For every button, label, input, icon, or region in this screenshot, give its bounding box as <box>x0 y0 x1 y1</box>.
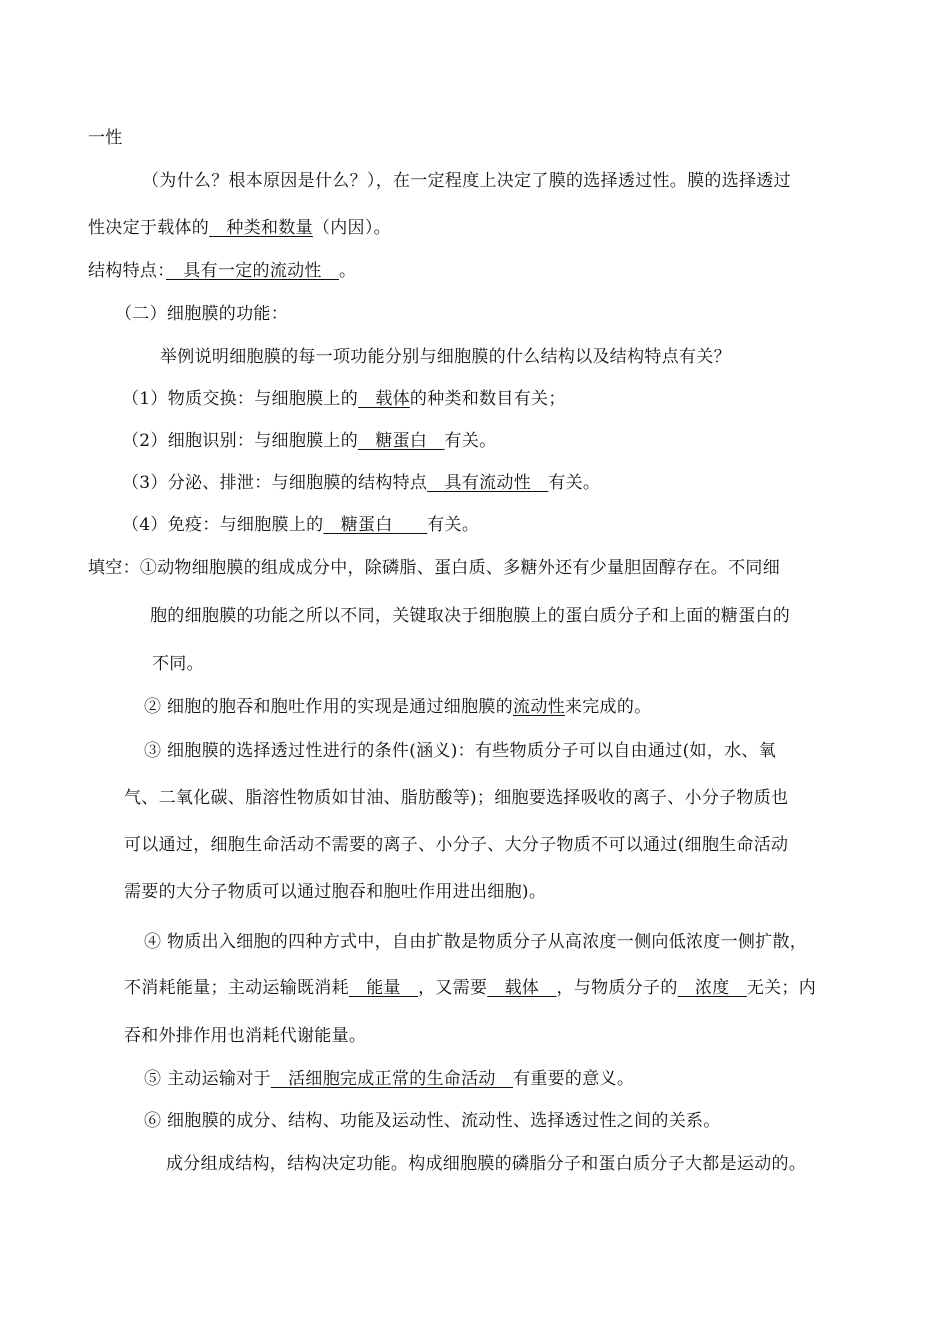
text-line: ③ 细胞膜的选择透过性进行的条件(涵义)：有些物质分子可以自由通过(如，水、氧 <box>144 741 776 761</box>
text-line: （为什么？根本原因是什么？），在一定程度上决定了膜的选择透过性。膜的选择透过 <box>142 171 791 191</box>
text-line: （2）细胞识别：与细胞膜上的 糖蛋白 有关。 <box>122 431 497 451</box>
text-line: ② 细胞的胞吞和胞吐作用的实现是通过细胞膜的流动性来完成的。 <box>144 697 652 717</box>
text-line: （1）物质交换：与细胞膜上的 载体的种类和数目有关； <box>122 389 566 409</box>
answer-blank: 载体 <box>358 389 410 409</box>
answer-blank: 活细胞完成正常的生命活动 <box>270 1069 514 1089</box>
answer-blank: 种类和数量 <box>209 218 313 238</box>
answer-blank: 具有流动性 <box>427 473 549 493</box>
text-line: ④ 物质出入细胞的四种方式中，自由扩散是物质分子从高浓度一侧向低浓度一侧扩散， <box>144 932 808 952</box>
text-line: 吞和外排作用也消耗代谢能量。 <box>124 1026 367 1046</box>
text-line: ⑥ 细胞膜的成分、结构、功能及运动性、流动性、选择透过性之间的关系。 <box>144 1111 721 1131</box>
text-line: 不同。 <box>152 654 204 674</box>
section-heading: （二）细胞膜的功能： <box>115 304 288 324</box>
text-line: 性决定于载体的 种类和数量（内因）。 <box>88 218 391 238</box>
answer-blank: 糖蛋白 <box>323 515 428 535</box>
text-line: ⑤ 主动运输对于 活细胞完成正常的生命活动 有重要的意义。 <box>144 1069 635 1089</box>
answer-blank: 载体 <box>487 978 557 998</box>
text-line: 举例说明细胞膜的每一项功能分别与细胞膜的什么结构以及结构特点有关？ <box>160 347 731 367</box>
text-line: 结构特点： 具有一定的流动性 。 <box>88 261 357 281</box>
answer-blank: 能量 <box>348 978 419 998</box>
text-line: 成分组成结构，结构决定功能。构成细胞膜的磷脂分子和蛋白质分子大都是运动的。 <box>166 1154 807 1174</box>
text-line: 可以通过，细胞生命活动不需要的离子、小分子、大分子物质不可以通过(细胞生命活动 <box>124 835 789 855</box>
text-line: 不消耗能量；主动运输既消耗 能量 ，又需要 载体 ，与物质分子的 浓度 无关；内 <box>124 978 817 998</box>
text-line: 需要的大分子物质可以通过胞吞和胞吐作用进出细胞)。 <box>124 882 547 902</box>
answer-blank: 具有一定的流动性 <box>166 261 339 281</box>
text-line: 气、二氧化碳、脂溶性物质如甘油、脂肪酸等)；细胞要选择吸收的离子、小分子物质也 <box>124 788 789 808</box>
answer-blank: 浓度 <box>677 978 747 998</box>
text-line: （4）免疫：与细胞膜上的 糖蛋白 有关。 <box>122 515 480 535</box>
answer-blank: 流动性 <box>513 697 565 717</box>
text-line: 胞的细胞膜的功能之所以不同，关键取决于细胞膜上的蛋白质分子和上面的糖蛋白的 <box>150 606 791 626</box>
answer-blank: 糖蛋白 <box>358 431 445 451</box>
text-line: 填空：①动物细胞膜的组成成分中，除磷脂、蛋白质、多糖外还有少量胆固醇存在。不同细 <box>88 558 780 578</box>
text-line: 一性 <box>88 128 123 148</box>
text-line: （3）分泌、排泄：与细胞膜的结构特点 具有流动性 有关。 <box>122 473 601 493</box>
